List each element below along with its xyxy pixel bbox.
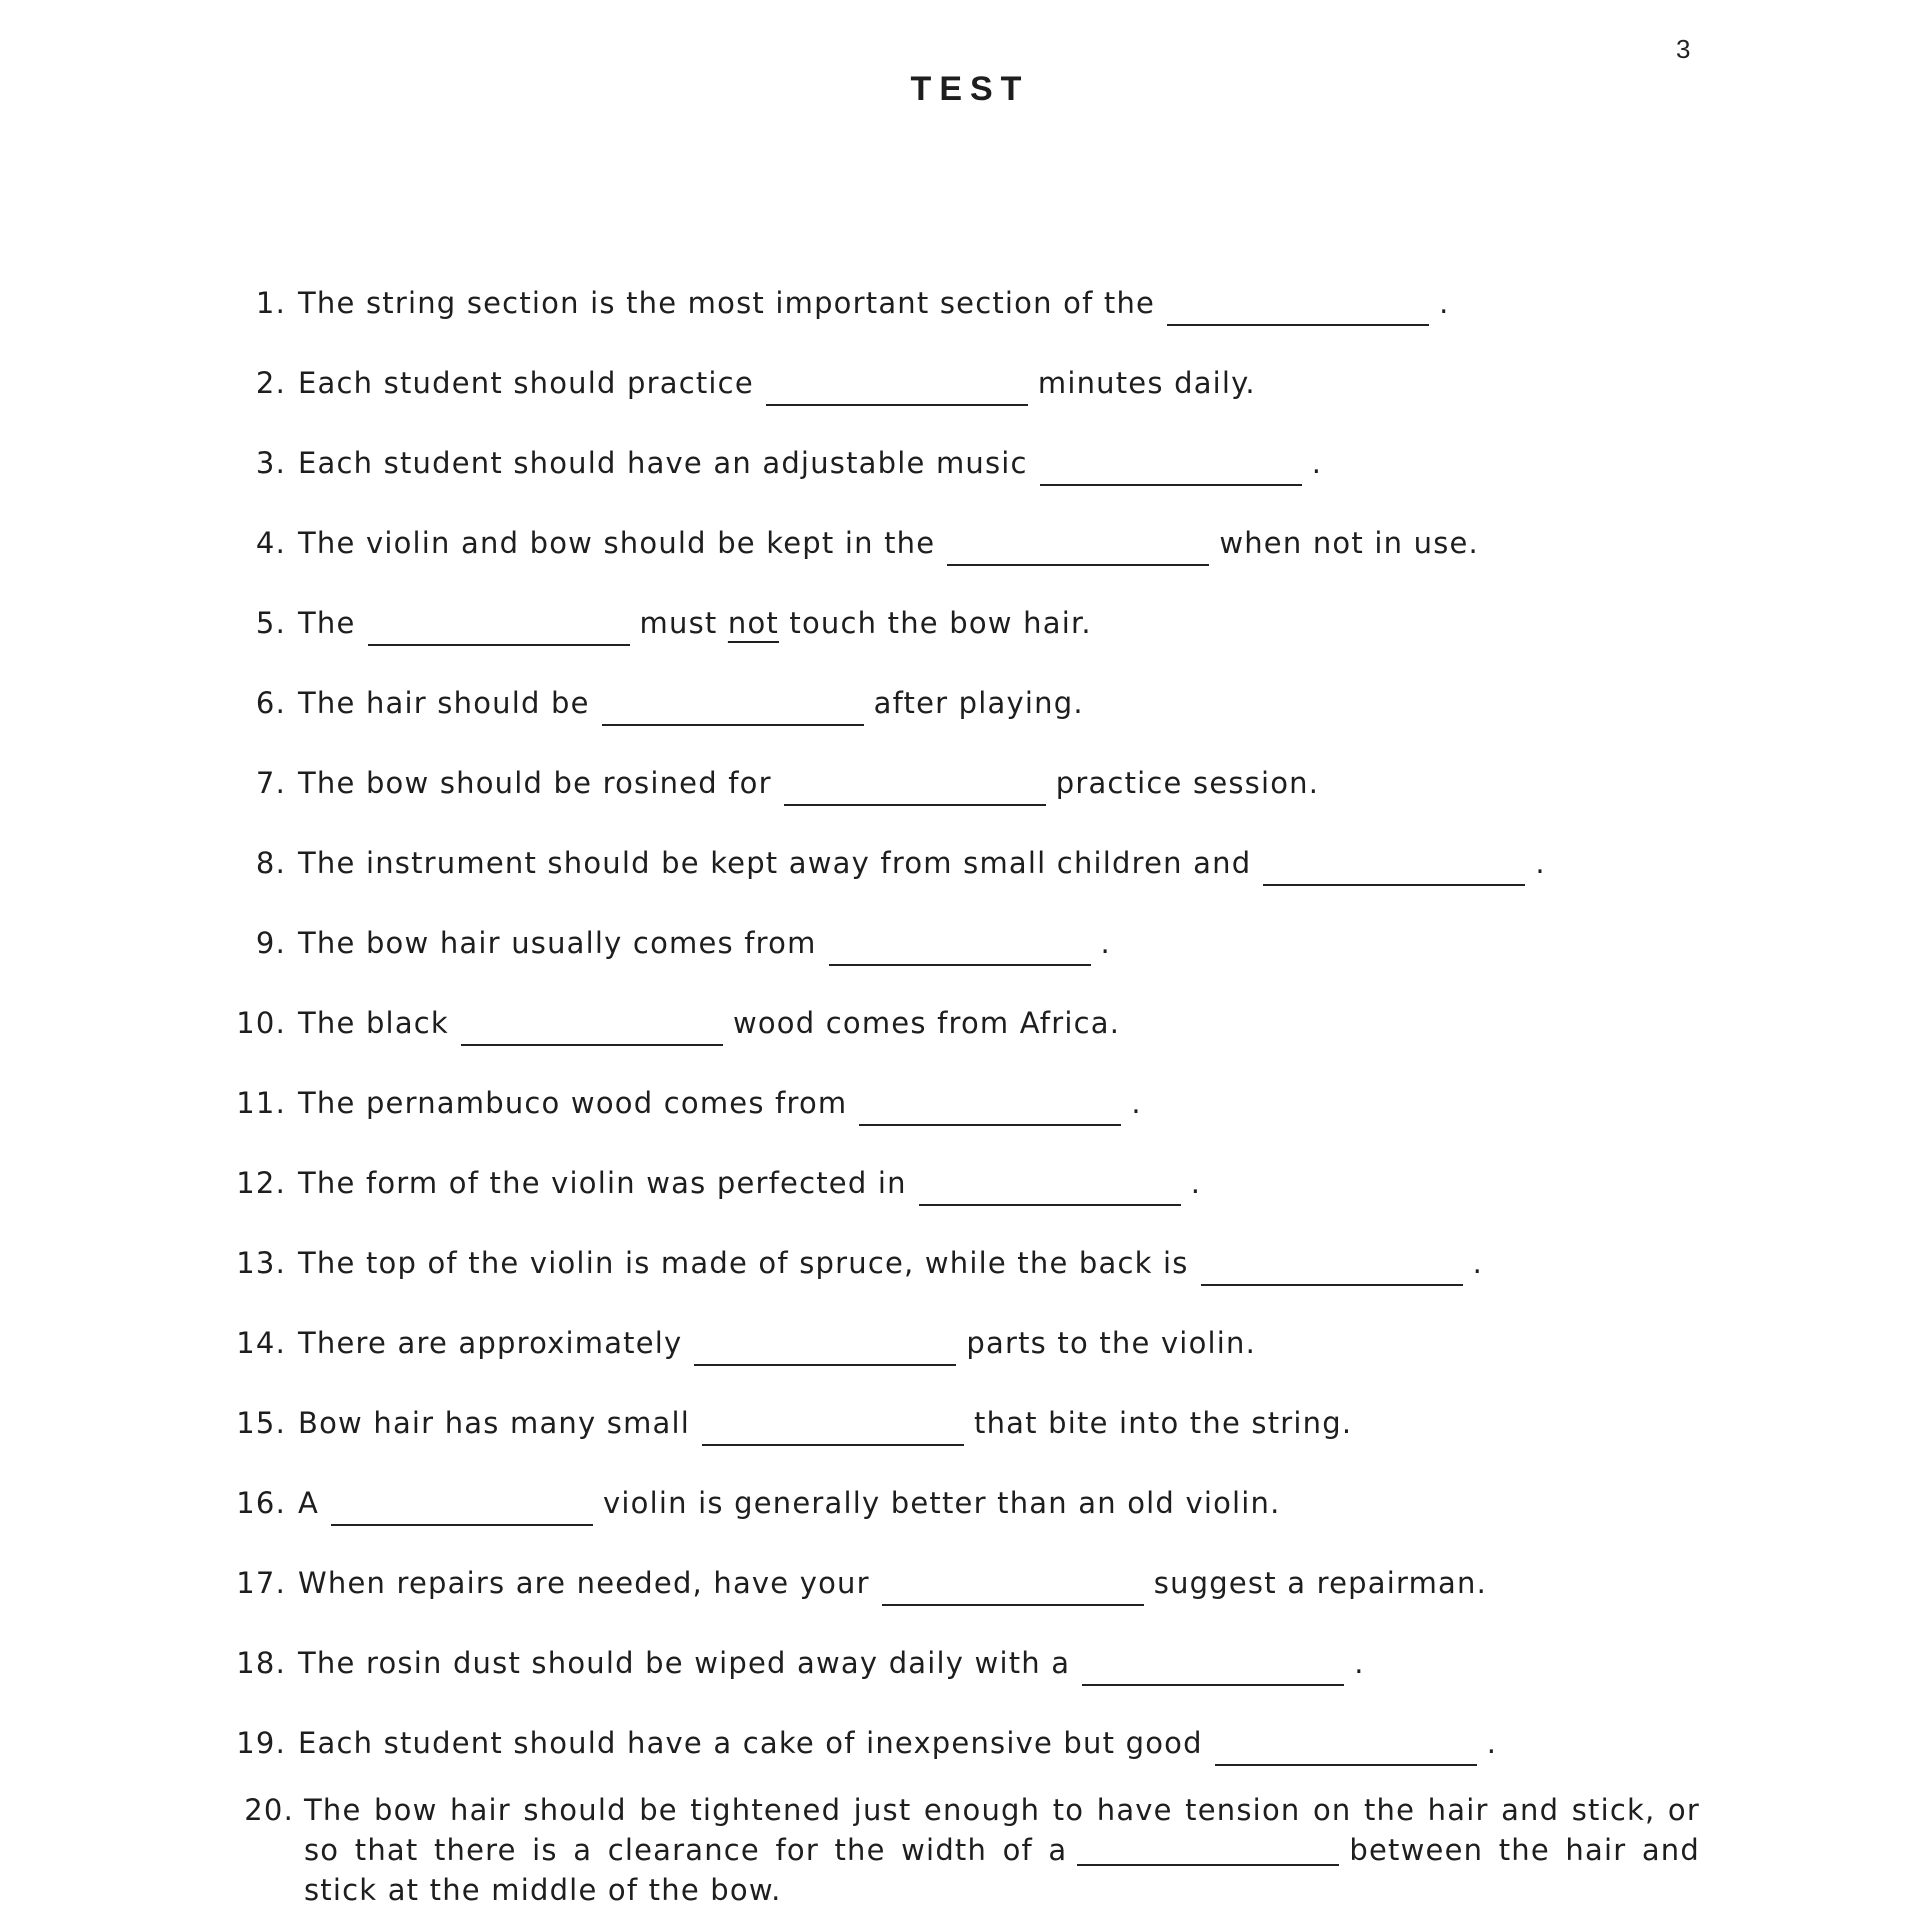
- question-text-after: .: [1535, 846, 1546, 880]
- question-text-after: between the hair and stick at the middle of the bow.: [304, 1833, 1700, 1907]
- question-number: 14.: [236, 1326, 286, 1360]
- answer-blank[interactable]: [1077, 1864, 1339, 1866]
- question-text: The bow hair usually comes from: [298, 926, 817, 960]
- question-text-after: wood comes from Africa.: [732, 1006, 1121, 1040]
- question-number: 12.: [236, 1166, 286, 1200]
- answer-blank[interactable]: [947, 564, 1209, 566]
- answer-blank[interactable]: [766, 404, 1028, 406]
- question-16: [220, 1470, 1281, 1520]
- question-number: 1.: [255, 286, 286, 320]
- question-text: Each student should have a cake of inexpensive but good: [298, 1726, 1203, 1760]
- underlined-word: not: [727, 606, 779, 640]
- question-8: [220, 830, 1546, 880]
- question-number: 2.: [255, 366, 286, 400]
- question-text: When repairs are needed, have your: [298, 1566, 870, 1600]
- question-9: [220, 910, 1111, 960]
- answer-blank[interactable]: [829, 964, 1091, 966]
- question-text-after: suggest a repairman.: [1153, 1566, 1487, 1600]
- question-18: [220, 1630, 1365, 1680]
- question-text: The instrument should be kept away from small children and: [298, 846, 1252, 880]
- question-3: [220, 430, 1322, 480]
- question-19: [220, 1710, 1497, 1760]
- answer-blank[interactable]: [368, 644, 630, 646]
- question-text: Each student should practice: [298, 366, 754, 400]
- question-number: 20.: [244, 1793, 294, 1827]
- answer-blank[interactable]: [602, 724, 864, 726]
- question-number: 13.: [236, 1246, 286, 1280]
- answer-blank[interactable]: [882, 1604, 1144, 1606]
- question-text: Each student should have an adjustable music: [298, 446, 1028, 480]
- question-number: 5.: [255, 606, 286, 640]
- question-text-after: .: [1131, 1086, 1142, 1120]
- question-4: [220, 510, 1479, 560]
- answer-blank[interactable]: [1263, 884, 1525, 886]
- question-text-after: that bite into the string.: [974, 1406, 1353, 1440]
- answer-blank[interactable]: [1215, 1764, 1477, 1766]
- question-text-after: .: [1100, 926, 1111, 960]
- question-text: The hair should be: [298, 686, 590, 720]
- question-number: 7.: [255, 766, 286, 800]
- question-15: [220, 1390, 1352, 1440]
- question-number: 17.: [236, 1566, 286, 1600]
- question-text: The rosin dust should be wiped away daily with a: [298, 1646, 1071, 1680]
- question-text-after: parts to the violin.: [966, 1326, 1257, 1360]
- question-text: A: [298, 1486, 320, 1520]
- question-number: 6.: [255, 686, 286, 720]
- question-number: 4.: [255, 526, 286, 560]
- question-11: [220, 1070, 1142, 1120]
- question-number: 9.: [255, 926, 286, 960]
- question-20: [220, 1790, 1700, 1910]
- question-text: The bow hair should be tightened just enough to have tension on the hair and stick, or so that there is a clearance for the width of a: [304, 1793, 1700, 1867]
- question-text-after: when not in use.: [1219, 526, 1479, 560]
- question-14: [220, 1310, 1256, 1360]
- answer-blank[interactable]: [919, 1204, 1181, 1206]
- question-text-after: .: [1486, 1726, 1498, 1760]
- question-5: [220, 590, 1092, 640]
- question-text: The pernambuco wood comes from: [298, 1086, 848, 1120]
- question-text-after: practice session.: [1055, 766, 1320, 800]
- question-text: The black: [298, 1006, 449, 1040]
- answer-blank[interactable]: [784, 804, 1046, 806]
- question-17: [220, 1550, 1487, 1600]
- answer-blank[interactable]: [1040, 484, 1302, 486]
- question-text: The string section is the most important section of the: [298, 286, 1156, 320]
- answer-blank[interactable]: [1082, 1684, 1344, 1686]
- question-1: [220, 270, 1450, 320]
- question-text-after-rest: touch the bow hair.: [789, 606, 1092, 640]
- question-text: The: [298, 606, 356, 640]
- question-text: The form of the violin was perfected in: [298, 1166, 907, 1200]
- question-text-after: .: [1190, 1166, 1202, 1200]
- question-body: [304, 1790, 1700, 1910]
- question-text: The violin and bow should be kept in the: [298, 526, 936, 560]
- question-6: [220, 670, 1084, 720]
- answer-blank[interactable]: [702, 1444, 964, 1446]
- question-number: 16.: [236, 1486, 286, 1520]
- answer-blank[interactable]: [859, 1124, 1121, 1126]
- question-text: There are approximately: [298, 1326, 683, 1360]
- question-number: 8.: [255, 846, 286, 880]
- question-text: Bow hair has many small: [298, 1406, 691, 1440]
- page-title: TEST: [910, 70, 1030, 108]
- question-text-after: after playing.: [873, 686, 1084, 720]
- question-text-after: .: [1354, 1646, 1365, 1680]
- question-text-after: must: [639, 606, 718, 640]
- question-text-after: minutes daily.: [1037, 366, 1256, 400]
- question-number: 11.: [236, 1086, 286, 1120]
- question-13: [220, 1230, 1483, 1280]
- question-number: 10.: [236, 1006, 286, 1040]
- question-text-after: .: [1311, 446, 1323, 480]
- question-10: [220, 990, 1120, 1040]
- answer-blank[interactable]: [461, 1044, 723, 1046]
- question-number: 19.: [236, 1726, 286, 1760]
- question-text: The top of the violin is made of spruce, while the back is: [298, 1246, 1189, 1280]
- question-number: 18.: [236, 1646, 286, 1680]
- question-number: 3.: [255, 446, 286, 480]
- answer-blank[interactable]: [331, 1524, 593, 1526]
- question-2: [220, 350, 1256, 400]
- answer-blank[interactable]: [1167, 324, 1429, 326]
- question-7: [220, 750, 1319, 800]
- question-text: The bow should be rosined for: [298, 766, 772, 800]
- answer-blank[interactable]: [694, 1364, 956, 1366]
- question-12: [220, 1150, 1201, 1200]
- answer-blank[interactable]: [1201, 1284, 1463, 1286]
- question-number: 15.: [236, 1406, 286, 1440]
- question-text-after: .: [1439, 286, 1450, 320]
- question-text-after: violin is generally better than an old violin.: [603, 1486, 1281, 1520]
- page-number: 3: [1676, 34, 1691, 64]
- question-text-after: .: [1472, 1246, 1484, 1280]
